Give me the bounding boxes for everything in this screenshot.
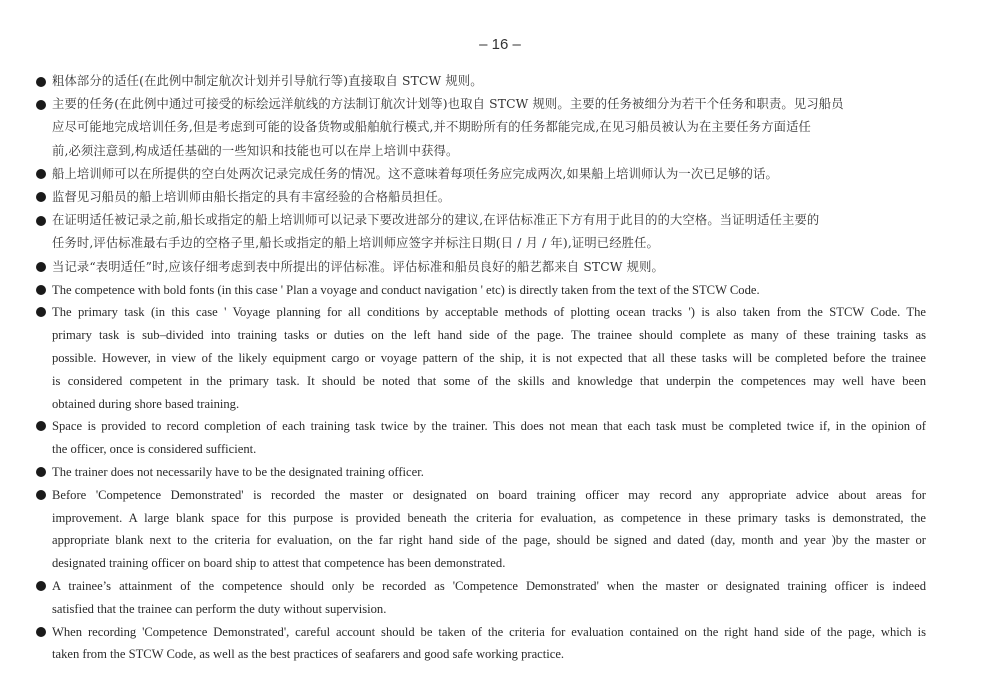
list-item-en-5: Before 'Competence Demonstrated' is recorded the master or designated on board training officer may record any appropriate advice about areas for improvement. A large blank space for this purpose is provided beneath the criteria for evaluation, as competence in these primary tasks is demonstrated, the appropriate blank next to the criteria for evaluation, on the far right hand side of the page, should be signed and dated (day, month and year )by the master or designated training officer on board ship to attest that competence has been demonstrated. (36, 484, 926, 575)
list-item-en-7: When recording 'Competence Demonstrated', careful account should be taken of the criteria for evaluation contained on the right hand side of the page, which is taken from the STCW Code, as well as the best practices of seafarers and good safe working practice. (36, 621, 926, 667)
page-body (36, 70, 926, 666)
bullet-icon (36, 627, 46, 637)
bullet-icon (36, 77, 46, 87)
bullet-icon (36, 490, 46, 500)
bullet-icon (36, 467, 46, 477)
bullet-icon (36, 169, 46, 179)
english-notes (36, 279, 926, 667)
list-item-en-3: Space is provided to record completion of each training task twice by the trainer. This does not mean that each task must be completed twice if, in the opinion of the officer, once is considered sufficient. (36, 415, 926, 461)
bullet-icon (36, 285, 46, 295)
list-item-zh-5: 在证明适任被记录之前,船长或指定的船上培训师可以记录下要改进部分的建议,在评估标准正下方有用于此目的的大空格。当证明适任主要的 任务时,评估标准最右手边的空格子里,船长或指定的船上培训师应签字并标注日期(日 / 月 / 年),证明已经胜任。 (36, 209, 926, 255)
bullet-icon (36, 262, 46, 272)
list-item-en-1: The competence with bold fonts (in this case ' Plan a voyage and conduct navigation ' etc) is directly taken from the text of the STCW Code. (36, 279, 926, 302)
list-item-zh-4: 监督见习船员的船上培训师由船长指定的具有丰富经验的合格船员担任。 (36, 186, 926, 209)
list-item-en-2: The primary task (in this case ' Voyage planning for all conditions by acceptable methods of plotting ocean tracks ') is also taken from the STCW Code. The primary task is sub–divided into training tasks or duties on the left hand side of the page. The trainee should complete as many of these training tasks as possible. However, in view of the likely equipment cargo or voyage pattern of the ship, it is not expected that all these tasks will be completed before the trainee is considered competent in the primary task. It should be noted that some of the skills and knowledge that underpin the competences may well have been obtained during shore based training. (36, 301, 926, 415)
bullet-icon (36, 581, 46, 591)
bullet-icon (36, 216, 46, 226)
list-item-en-4: The trainer does not necessarily have to be the designated training officer. (36, 461, 926, 484)
bullet-icon (36, 307, 46, 317)
chinese-notes (36, 70, 926, 279)
page-number: – 16 – (479, 36, 521, 53)
bullet-icon (36, 100, 46, 110)
bullet-icon (36, 421, 46, 431)
list-item-en-6: A trainee’s attainment of the competence should only be recorded as 'Competence Demonstrated' when the master or designated training officer is indeed satisfied that the trainee can perform the duty without supervision. (36, 575, 926, 621)
bullet-icon (36, 192, 46, 202)
list-item-zh-1: 粗体部分的适任(在此例中制定航次计划并引导航行等)直接取自 STCW 规则。 (36, 70, 926, 93)
list-item-zh-3: 船上培训师可以在所提供的空白处两次记录完成任务的情况。这不意味着每项任务应完成两次,如果船上培训师认为一次已足够的话。 (36, 163, 926, 186)
list-item-zh-6: 当记录“表明适任”时,应该仔细考虑到表中所提出的评估标准。评估标准和船员良好的船艺都来自 STCW 规则。 (36, 256, 926, 279)
list-item-zh-2: 主要的任务(在此例中通过可接受的标绘远洋航线的方法制订航次计划等)也取自 STCW 规则。主要的任务被细分为若干个任务和职责。见习船员 应尽可能地完成培训任务,但是考虑到可能的设备货物或船舶航行模式,并不期盼所有的任务都能完成,在见习船员被认为在主要任务方面适任 前,必须注意到,构成适任基础的一些知识和技能也可以在岸上培训中获得。 (36, 93, 926, 163)
